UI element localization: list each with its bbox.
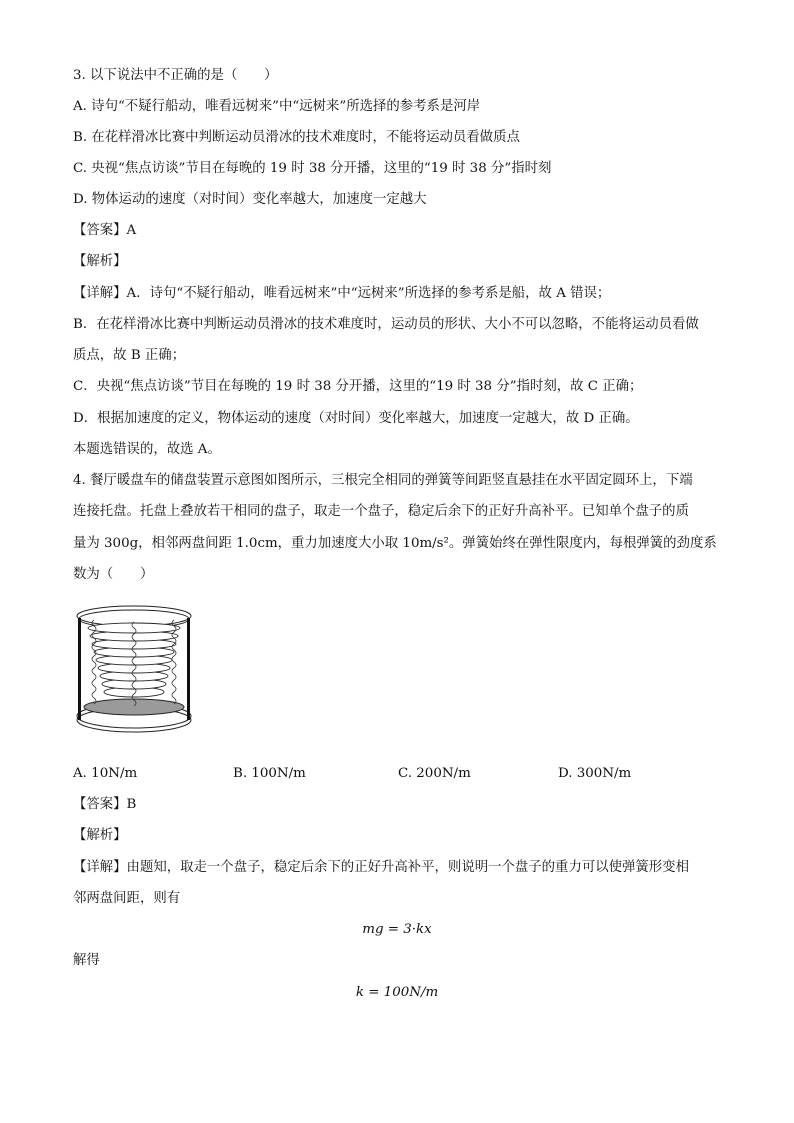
q3-option-d: D. 物体运动的速度（对时间）变化率越大，加速度一定越大 <box>73 192 427 207</box>
q4-option-d: D. 300N/m <box>558 766 632 781</box>
q3-option-a: A. 诗句“不疑行船动，唯看远树来”中“远树来”所选择的参考系是河岸 <box>73 99 481 114</box>
q4-solve-label: 解得 <box>73 953 100 968</box>
q4-analysis-label: 【解析】 <box>73 828 127 843</box>
q4-detail-1: 【详解】由题知，取走一个盘子，稳定后余下的正好升高补平，则说明一个盘子的重力可以使弹簧形变相 <box>73 860 689 875</box>
q3-stem: 3. 以下说法中不正确的是（ ） <box>73 68 278 83</box>
q3-detail-3: 质点，故 B 正确； <box>73 348 186 363</box>
q3-option-b: B. 在花样滑冰比赛中判断运动员滑冰的技术难度时，不能将运动员看做质点 <box>73 130 520 145</box>
q4-answer: 【答案】B <box>73 797 137 812</box>
q4-stem-1: 4. 餐厅暖盘车的储盘装置示意图如图所示，三根完全相同的弹簧等间距竖直悬挂在水平固定圆环上，下端 <box>73 473 693 488</box>
plate-warmer-figure <box>74 604 194 754</box>
q3-detail-2: B．在花样滑冰比赛中判断运动员滑冰的技术难度时，运动员的形状、大小不可以忽略，不能将运动员看做 <box>73 317 699 332</box>
q4-equation-2: k = 100N/m <box>355 985 439 1000</box>
q4-stem-4: 数为（ ） <box>73 567 154 582</box>
q4-detail-2: 邻两盘间距，则有 <box>73 891 181 906</box>
q3-analysis-label: 【解析】 <box>73 254 127 269</box>
q4-stem-2: 连接托盘。托盘上叠放若干相同的盘子，取走一个盘子，稳定后余下的正好升高补平。已知单个盘子的质 <box>73 504 689 519</box>
q3-detail-5: D．根据加速度的定义，物体运动的速度（对时间）变化率越大，加速度一定越大，故 D 正确。 <box>73 411 639 426</box>
q4-option-c: C. 200N/m <box>398 766 471 781</box>
q3-detail-4: C．央视“焦点访谈”节目在每晚的 19 时 38 分开播，这里的“19 时 38 分”指时刻，故 C 正确； <box>73 379 643 394</box>
q3-option-c: C. 央视“焦点访谈”节目在每晚的 19 时 38 分开播，这里的“19 时 38 分”指时刻 <box>73 161 552 176</box>
q4-option-a: A. 10N/m <box>73 766 138 781</box>
q3-detail-1: 【详解】A．诗句“不疑行船动，唯看远树来”中“远树来”所选择的参考系是船，故 A 错误； <box>73 286 611 301</box>
q3-answer: 【答案】A <box>73 223 137 238</box>
q4-stem-3: 量为 300g，相邻两盘间距 1.0cm，重力加速度大小取 10m/s²。弹簧始终在弹性限度内，每根弹簧的劲度系 <box>73 536 717 551</box>
q4-equation-1: mg = 3·kx <box>362 922 432 937</box>
q4-option-b: B. 100N/m <box>233 766 306 781</box>
q3-conclusion: 本题选错误的，故选 A。 <box>73 442 221 457</box>
